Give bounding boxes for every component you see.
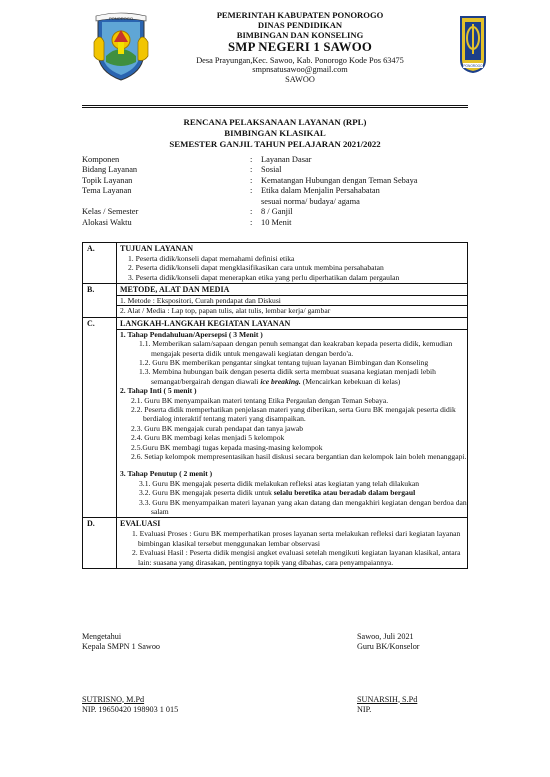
meta-label: Bidang Layanan xyxy=(82,165,138,175)
meta-row xyxy=(82,207,468,217)
step-2-heading: 2. Tahap Inti ( 5 menit ) xyxy=(120,386,197,396)
letterhead-unit: BIMBINGAN DAN KONSELING xyxy=(236,30,364,41)
meta-label: Komponen xyxy=(82,155,120,164)
section-c-content xyxy=(117,317,468,518)
meta-label: Tema Layanan xyxy=(82,186,132,196)
letterhead-government: PEMERINTAH KABUPATEN PONOROGO xyxy=(216,10,384,20)
meta-label: Alokasi Waktu xyxy=(82,217,132,227)
step-item xyxy=(117,367,467,386)
right-emblem-logo xyxy=(458,14,488,74)
principal-name: SUTRISNO, M.Pd xyxy=(82,694,145,704)
meta-row xyxy=(82,176,468,186)
place-date: Sawoo, Juli 2021 xyxy=(357,632,414,641)
header-divider-thin xyxy=(82,107,468,108)
step-item xyxy=(117,488,467,497)
media-item: 2. Alat / Media : Lap top, papan tulis, alat tulis, lembar kerja/ gambar xyxy=(117,305,467,315)
evaluation-item: 1. Evaluasi Proses : Guru BK memperhatikan proses layanan serta melakukan refleksi dari kegiatan layanan bimbingan klasikal tersebut menggunakan lembar observasi xyxy=(132,529,461,548)
svg-text:PONOROGO: PONOROGO xyxy=(108,16,134,21)
section-b-row xyxy=(83,284,468,318)
signature-space xyxy=(357,653,420,695)
section-letter: D. xyxy=(83,518,117,569)
section-d-heading: EVALUASI xyxy=(120,519,161,529)
document-title xyxy=(82,117,468,150)
meta-row xyxy=(82,155,468,165)
title-line-1: RENCANA PELAKSANAAN LAYANAN (RPL) xyxy=(183,117,367,127)
meta-colon: : xyxy=(250,165,253,175)
letterhead-address: Desa Prayungan,Kec. Sawoo, Kab. Ponorogo Kode Pos 63475 xyxy=(196,55,404,65)
section-c-heading: LANGKAH-LANGKAH KEGIATAN LAYANAN xyxy=(120,318,291,328)
meta-colon: : xyxy=(250,175,253,185)
acknowledged-label: Mengetahui xyxy=(82,632,122,641)
section-d-content xyxy=(117,518,468,569)
title-line-3: SEMESTER GANJIL TAHUN PELAJARAN 2021/2022 xyxy=(169,138,381,149)
step-item: 3.1. Guru BK mengajak peserta didik melakukan refleksi atas kegiatan yang telah dilakukan xyxy=(139,478,420,488)
meta-colon: : xyxy=(250,155,253,164)
counselor-name: SUNARSIH, S.Pd xyxy=(357,694,418,704)
method-item: 1. Metode : Ekspositori, Curah pendapat dan Diskusi xyxy=(117,295,467,305)
step-item: 1.1. Memberikan salam/sapaan dengan penuh semangat dan keakraban kepada peserta didik, kemudian mengajak peserta didik untuk mengawali kegiatan dengan berdo'a. xyxy=(139,339,453,358)
meta-colon: : xyxy=(250,207,253,217)
meta-value: Sosial xyxy=(261,165,282,175)
meta-label: Kelas / Semester xyxy=(82,207,139,217)
section-c-row xyxy=(83,317,468,518)
step-item: 1.2. Guru BK memberikan pengantar singkat tentang tujuan layanan Bimbingan dan Konseling xyxy=(139,357,429,367)
section-d-row xyxy=(83,518,468,569)
meta-colon: : xyxy=(250,186,253,196)
section-letter: C. xyxy=(83,317,117,518)
step-item: 2.5.Guru BK membagi tugas kepada masing-masing kelompok xyxy=(131,442,323,452)
signature-space xyxy=(82,653,178,695)
step-item-emphasis: selalu beretika atau beradab dalam bergaul xyxy=(273,488,416,498)
section-letter: B. xyxy=(83,284,117,318)
steps-block xyxy=(117,329,467,517)
letterhead xyxy=(150,10,450,85)
step-item: 2.6. Setiap kelompok mempresentasikan hasil diskusi secara bergantian dan kelompok lain boleh menanggapi. xyxy=(131,452,467,462)
ponorogo-crest-logo xyxy=(92,12,150,82)
section-letter: A. xyxy=(83,243,117,284)
objective-item: 3. Peserta didik/konseli dapat menerapkan etika yang perlu diperhatikan dalam pergaulan xyxy=(128,272,400,282)
evaluation-item: 2. Evaluasi Hasil : Peserta didik mengisi angket evaluasi setelah mengikuti kegiatan layanan klasikal, antara lain: suasana yang dirasakan, pentingnya topik yang dibahas, cara penyampaiannya. xyxy=(132,548,461,567)
meta-colon: : xyxy=(250,217,253,227)
meta-value: Kematangan Hubungan dengan Teman Sebaya xyxy=(261,175,418,185)
step-item-text: 3.2. Guru BK mengajak peserta didik untuk xyxy=(139,488,272,498)
meta-value: Etika dalam Menjalin Persahabatan sesuai norma/ budaya/ agama xyxy=(261,186,380,206)
header-divider xyxy=(82,105,468,106)
spacer xyxy=(117,461,467,469)
meta-row xyxy=(82,218,468,228)
meta-value: 8 / Ganjil xyxy=(261,207,293,217)
meta-value: Layanan Dasar xyxy=(261,155,312,164)
objective-item: 2. Peserta didik/konseli dapat mengklasifikasikan cara untuk membina persahabatan xyxy=(128,263,384,273)
principal-title: Kepala SMPN 1 Sawoo xyxy=(82,642,161,652)
letterhead-department: DINAS PENDIDIKAN xyxy=(257,20,343,31)
step-item: 2.3. Guru BK mengajak curah pendapat dan tanya jawab xyxy=(131,423,304,433)
activity-table xyxy=(82,242,468,569)
section-a-row xyxy=(83,243,468,284)
meta-value: 10 Menit xyxy=(261,217,292,227)
counselor-nip: NIP. xyxy=(357,704,372,714)
step-item: 2.2. Peserta didik memperhatikan penjelasan materi yang diberikan, serta Guru BK mengajak peserta didik berdialog interaktif tentang materi yang disampaikan. xyxy=(131,405,456,424)
section-b-content xyxy=(117,284,468,318)
svg-text:PONOROGO: PONOROGO xyxy=(463,64,483,68)
meta-row xyxy=(82,165,468,175)
signature-left xyxy=(82,632,178,715)
service-identity xyxy=(82,155,468,228)
letterhead-email: smpnsatusawoo@gmail.com xyxy=(252,65,348,75)
meta-label: Topik Layanan xyxy=(82,175,133,185)
step-1-heading: 1. Tahap Pendahuluan/Apersepsi ( 3 Menit ) xyxy=(120,329,263,339)
signature-right xyxy=(357,632,420,715)
counselor-title: Guru BK/Konselor xyxy=(357,642,420,652)
title-line-2: BIMBINGAN KLASIKAL xyxy=(224,127,326,138)
ice-breaking-term: ice breaking. xyxy=(260,376,301,386)
step-item: 3.3. Guru BK menyampaikan materi layanan yang akan datang dan mengakhiri kegiatan dengan berdoa dan salam xyxy=(139,497,467,517)
principal-nip: NIP. 19650420 198903 1 015 xyxy=(82,704,179,714)
step-item: 2.1. Guru BK menyampaikan materi tentang Etika Pergaulan dengan Teman Sebaya. xyxy=(131,395,389,405)
meta-row xyxy=(82,186,468,207)
step-item: 2.4. Guru BK membagi kelas menjadi 5 kelompok xyxy=(131,433,285,443)
section-a-content xyxy=(117,243,468,284)
letterhead-city: SAWOO xyxy=(285,75,315,85)
step-item-text: 1.3. Membina hubungan baik dengan peserta didik serta membuat suasana kegiatan menjadi lebih semangat/bergairah dengan diawali xyxy=(139,367,436,386)
section-b-heading: METODE, ALAT DAN MEDIA xyxy=(120,285,230,295)
step-3-heading: 3. Tahap Penutup ( 2 menit ) xyxy=(120,469,213,479)
ice-breaking-note: (Mencairkan kebekuan di kelas) xyxy=(302,376,401,386)
section-a-heading: TUJUAN LAYANAN xyxy=(120,244,193,253)
letterhead-school: SMP NEGERI 1 SAWOO xyxy=(227,40,373,55)
objective-item: 1. Peserta didik/konseli dapat memahami definisi etika xyxy=(128,253,295,263)
